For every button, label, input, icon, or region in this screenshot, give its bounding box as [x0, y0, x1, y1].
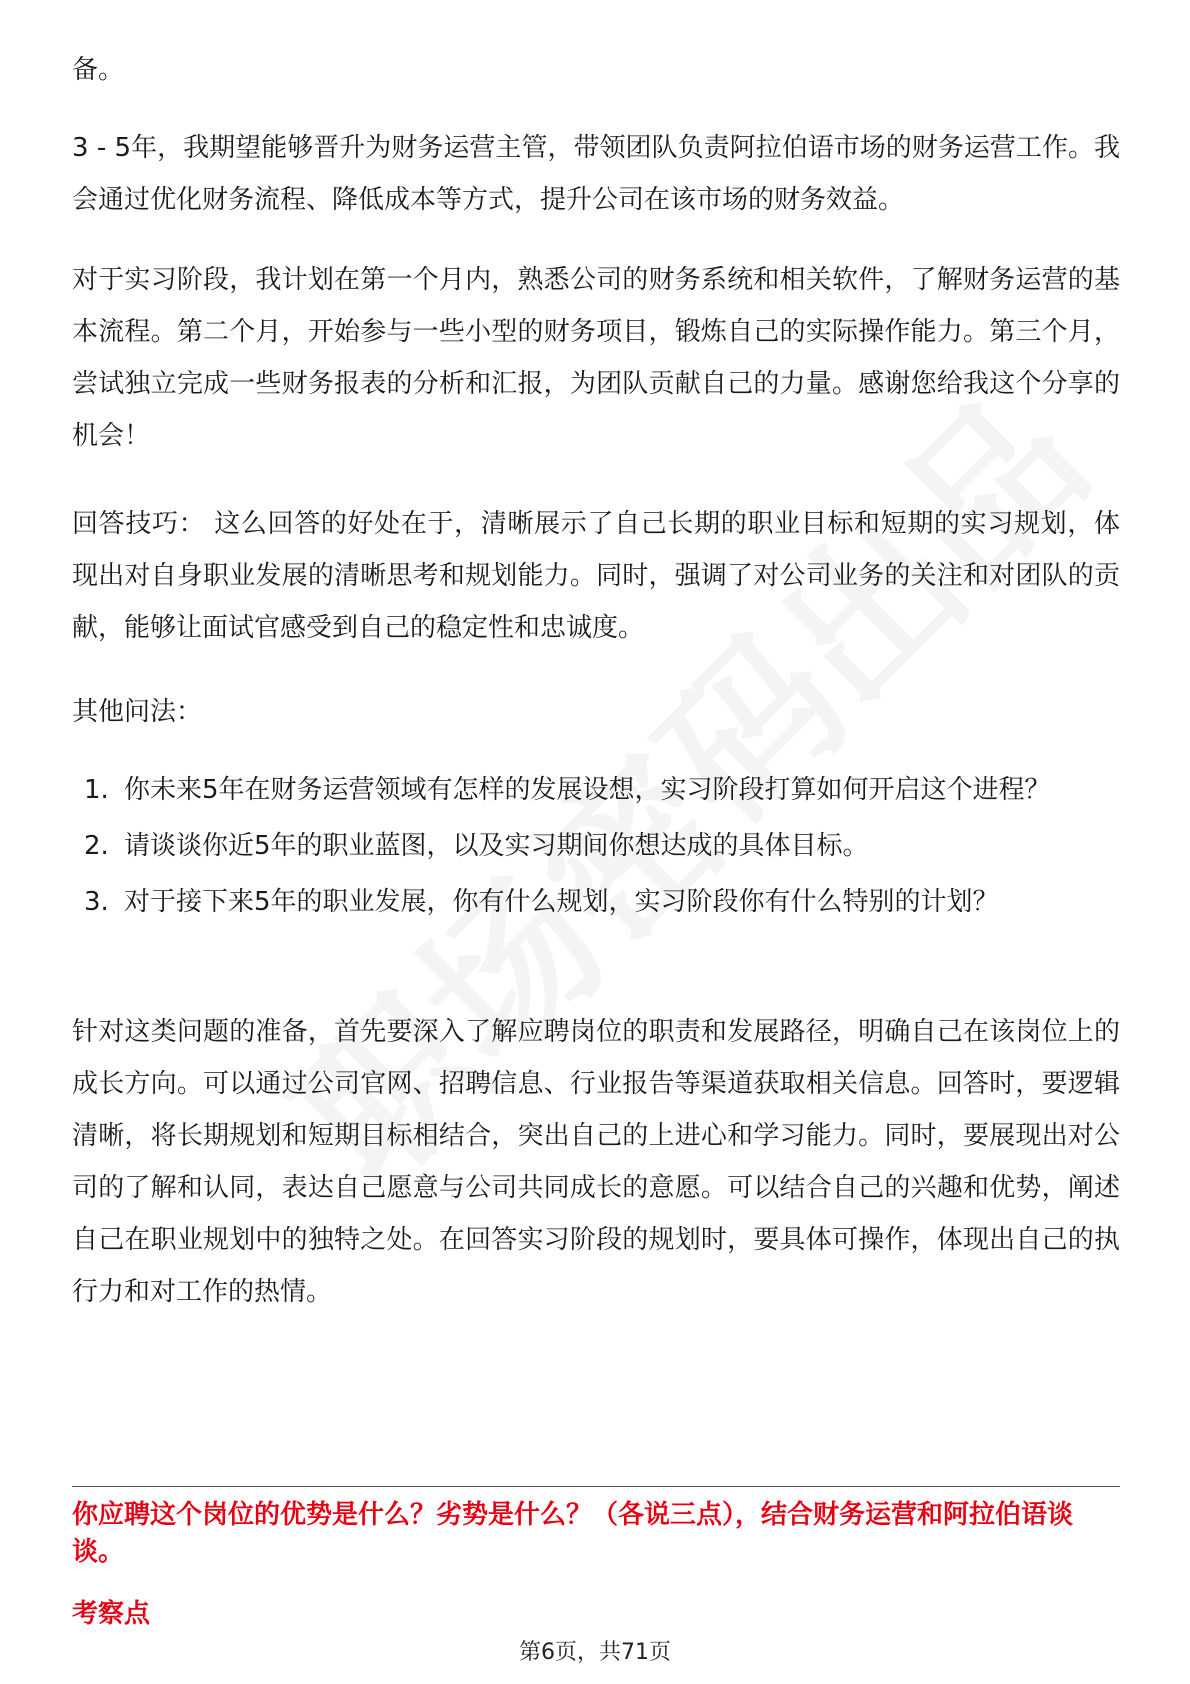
paragraph-preparation-advice: 针对这类问题的准备，首先要深入了解应聘岗位的职责和发展路径，明确自己在该岗位上的成长方向。可以通过公司官网、招聘信息、行业报告等渠道获取相关信息。回答时，要逻辑清晰，将长期规划和短期目标相结合，突出自己的上进心和学习能力。同时，要展现出对公司的了解和认同，表达自己愿意与公司共同成长的意愿。可以结合自己的兴趣和优势，阐述自己在职业规划中的独特之处。在回答实习阶段的规划时，要具体可操作，体现出自己的执行力和对工作的热情。: [72, 1017, 1120, 1307]
list-item-number: 1.: [84, 775, 109, 805]
list-item: [72, 764, 1120, 816]
list-item: [72, 820, 1120, 872]
list-item-text: 请谈谈你近5年的职业蓝图，以及实习期间你想达成的具体目标。: [124, 831, 869, 861]
section-label: 考察点: [72, 1599, 151, 1629]
section-divider: [72, 1486, 1120, 1487]
list-item-number: 3.: [84, 887, 109, 917]
next-question-heading: 你应聘这个岗位的优势是什么？劣势是什么？（各说三点），结合财务运营和阿拉伯语谈谈。: [72, 1500, 1074, 1567]
page-footer: 第6页，共71页: [519, 1640, 671, 1665]
paragraph-answer-tips: 回答技巧： 这么回答的好处在于，清晰展示了自己长期的职业目标和短期的实习规划，体现出对自身职业发展的清晰思考和规划能力。同时，强调了对公司业务的关注和对团队的贡献，能够让面试官感受到自己的稳定性和忠诚度。: [72, 509, 1120, 643]
list-item: [72, 876, 1120, 928]
list-item-number: 2.: [84, 831, 109, 861]
paragraph-internship-plan: 对于实习阶段，我计划在第一个月内，熟悉公司的财务系统和相关软件，了解财务运营的基本流程。第二个月，开始参与一些小型的财务项目，锻炼自己的实际操作能力。第三个月，尝试独立完成一些财务报表的分析和汇报，为团队贡献自己的力量。感谢您给我这个分享的机会！: [72, 265, 1120, 451]
paragraph-continuation: 备。: [72, 55, 125, 85]
list-item-text: 你未来5年在财务运营领域有怎样的发展设想，实习阶段打算如何开启这个进程？: [124, 775, 1051, 805]
paragraph-other-questions-heading: 其他问法：: [72, 697, 203, 727]
other-questions-list: [72, 764, 1120, 932]
paragraph-career-goal: 3 - 5年，我期望能够晋升为财务运营主管，带领团队负责阿拉伯语市场的财务运营工作。我会通过优化财务流程、降低成本等方式，提升公司在该市场的财务效益。: [72, 133, 1120, 215]
list-item-text: 对于接下来5年的职业发展，你有什么规划，实习阶段你有什么特别的计划？: [124, 887, 999, 917]
